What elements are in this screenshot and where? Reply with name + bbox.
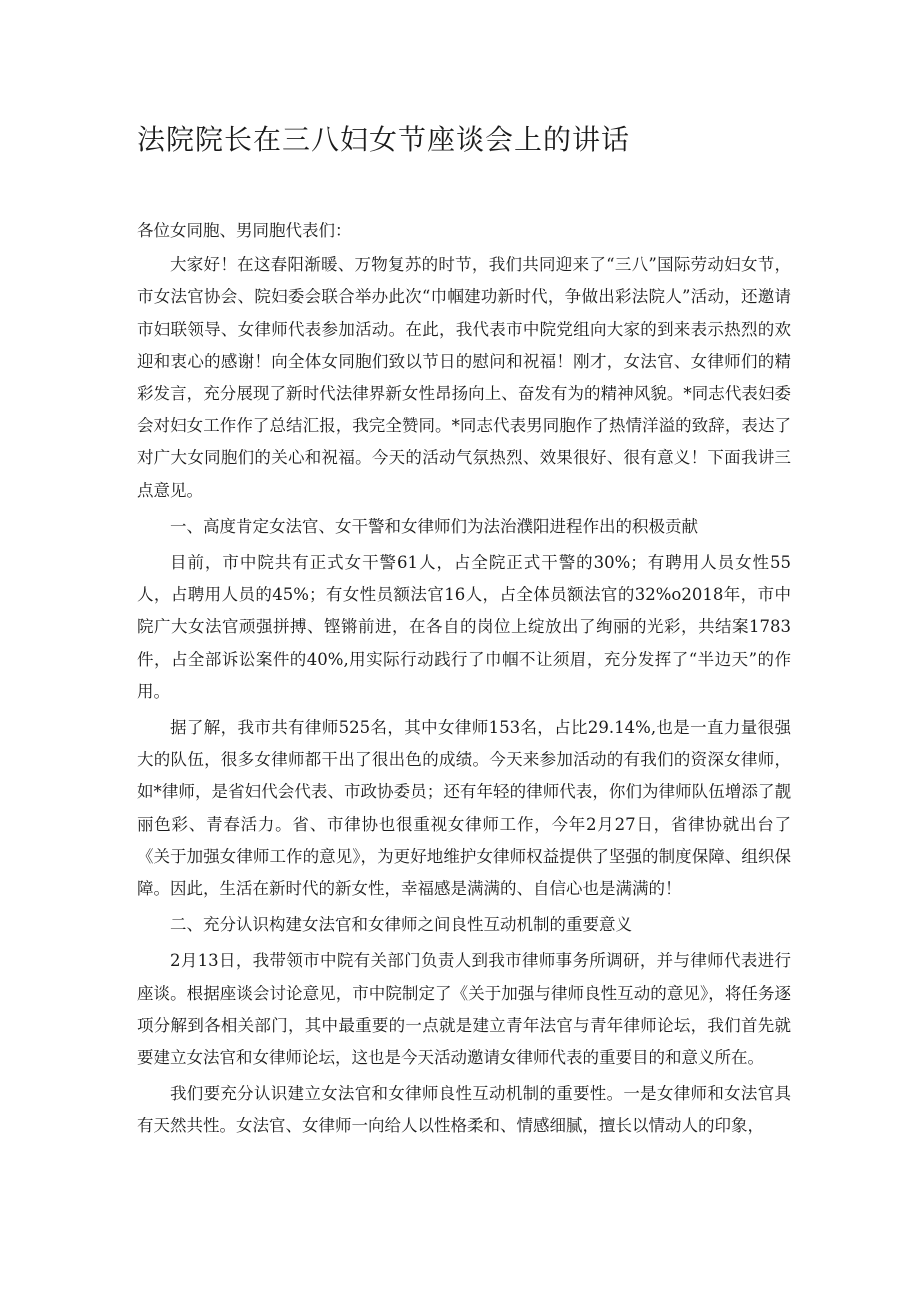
- paragraph-opening: 大家好！在这春阳渐暖、万物复苏的时节，我们共同迎来了“三八”国际劳动妇女节，市女法官协会、院妇委会联合举办此次“巾帼建功新时代，争做出彩法院人”活动，还邀请市妇联领导、女律师代表参加活动。在此，我代表市中院党组向大家的到来表示热烈的欢迎和衷心的感谢！向全体女同胞们致以节日的慰问和祝福！刚才，女法官、女律师们的精彩发言，充分展现了新时代法律界新女性昂扬向上、奋发有为的精神风貌。*同志代表妇委会对妇女工作作了总结汇报，我完全赞同。*同志代表男同胞作了热情洋溢的致辞，表达了对广大女同胞们的关心和祝福。今天的活动气氛热烈、效果很好、很有意义！下面我讲三点意见。: [137, 255, 791, 500]
- salutation: 各位女同胞、男同胞代表们：: [137, 221, 352, 240]
- paragraph-statistics-lawyers: 据了解，我市共有律师525名，其中女律师153名，占比29.14%,也是一直力量很强大的队伍，很多女律师都干出了很出色的成绩。今天来参加活动的有我们的资深女律师，如*律师，是省妇代会代表、市政协委员；还有年轻的律师代表，你们为律师队伍增添了靓丽色彩、青春活力。省、市律协也很重视女律师工作，今年2月27日，省律协就出台了《关于加强女律师工作的意见》，为更好地维护女律师权益提供了坚强的制度保障、组织保障。因此，生活在新时代的新女性，幸福感是满满的、自信心也是满满的！: [137, 718, 791, 899]
- document-body: [137, 215, 791, 1143]
- paragraph-mechanism-importance: 我们要充分认识建立女法官和女律师良性互动机制的重要性。一是女律师和女法官具有天然共性。女法官、女律师一向给人以性格柔和、情感细腻，擅长以情动人的印象，: [137, 1084, 791, 1136]
- paragraph-research-visit: 2月13日，我带领市中院有关部门负责人到我市律师事务所调研，并与律师代表进行座谈。根据座谈会讨论意见，市中院制定了《关于加强与律师良性互动的意见》，将任务逐项分解到各相关部门，其中最重要的一点就是建立青年法官与青年律师论坛，我们首先就要建立女法官和女律师论坛，这也是今天活动邀请女律师代表的重要目的和意义所在。: [137, 951, 791, 1068]
- document-title: 法院院长在三八妇女节座谈会上的讲话: [137, 123, 631, 156]
- section-heading-1: 一、高度肯定女法官、女干警和女律师们为法治濮阳进程作出的积极贡献: [170, 516, 698, 536]
- section-heading-2: 二、充分认识构建女法官和女律师之间良性互动机制的重要意义: [170, 915, 632, 935]
- paragraph-statistics-court: 目前，市中院共有正式女干警61人，占全院正式干警的30%；有聘用人员女性55人，占聘用人员的45%；有女性员额法官16人，占全体员额法官的32%o2018年，市中院广大女法官顽强拼搏、铿锵前进，在各自的岗位上绽放出了绚丽的光彩，共结案1783件，占全部诉讼案件的40%,用实际行动践行了巾帼不让须眉，充分发挥了“半边天”的作用。: [137, 553, 791, 701]
